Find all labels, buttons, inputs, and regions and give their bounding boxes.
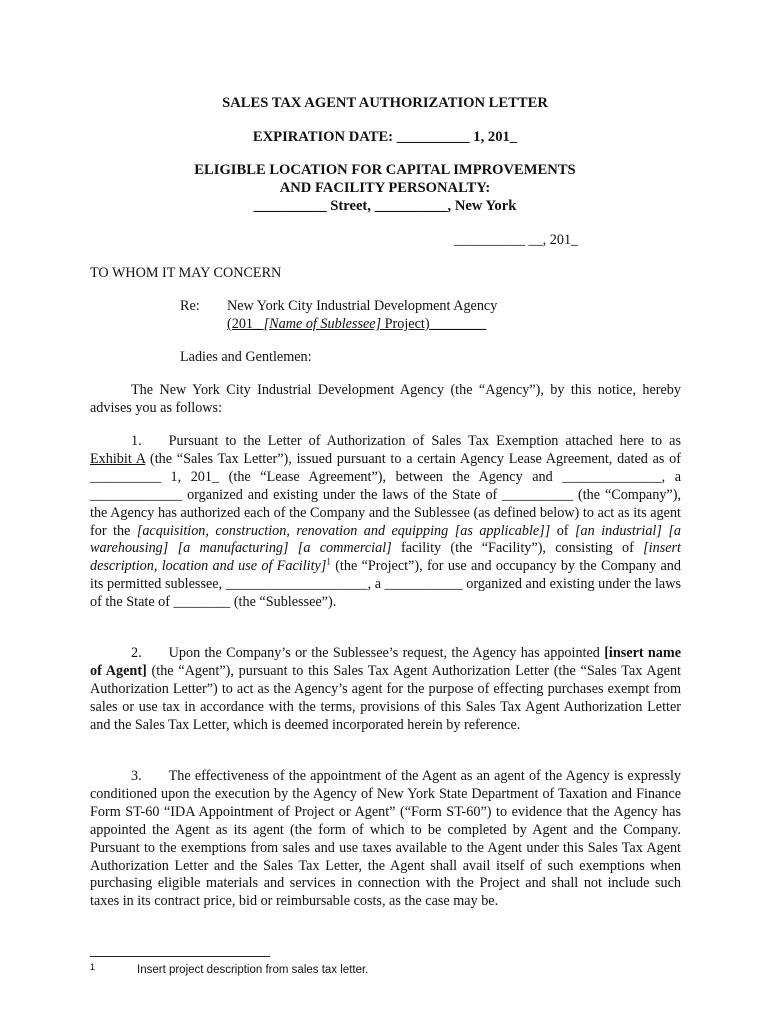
footnote-reference: 1 [326, 556, 331, 567]
intro-paragraph: The New York City Industrial Development Agency (the “Agency”), by this notice, hereby advises you as follows: [90, 382, 681, 416]
agent-name-placeholder: [insert name of Agent] [90, 645, 681, 679]
footnote-number: 1 [90, 962, 96, 972]
date-line: __________ __, 201_ [454, 232, 579, 248]
eligible-location-heading: ELIGIBLE LOCATION FOR CAPITAL IMPROVEMENTS [194, 162, 576, 178]
paragraph-1: 1. Pursuant to the Letter of Authorization of Sales Tax Exemption attached here to as Exhibit A (the “Sales Tax Letter”), issued pursuant to a certain Agency Lease Agreement, dated as of __________ 1, 201_ (the “Lease Agreement”), between the Agency and ______________, a _____________ organized and existing under the laws of the State of __________ (the “Company”), the Agency has authorized each of the Company and the Sublessee (as defined below) to act as its agent for the [acquisition, construction, renovation and equipping [as applicable]] of [an industrial] [a warehousing] [a manufacturing] [a commercial] facility (the “Facility”), consisting of [insert description, location and use of Facility]$^1$ (the “Project”), for use and occupancy by the Company and its permitted sublessee, ____________________, a ___________ organized and existing under the laws of the State of ________ (the “Sublessee”). [90, 433, 681, 611]
exhibit-a-link: Exhibit A [90, 450, 146, 467]
re-sublessee-name: [Name of Sublessee] [263, 316, 382, 332]
re-line-project [227, 316, 486, 333]
paragraph-2-number: 2. [131, 645, 142, 661]
re-line-agency: New York City Industrial Development Agency [227, 298, 498, 314]
letter-title: SALES TAX AGENT AUTHORIZATION LETTER [222, 95, 548, 111]
greeting: Ladies and Gentlemen: [180, 349, 312, 365]
paragraph-3-number: 3. [131, 768, 142, 784]
to-whom-line: TO WHOM IT MAY CONCERN [90, 265, 282, 281]
paragraph-1-number: 1. [131, 433, 142, 449]
facility-personalty-heading: AND FACILITY PERSONALTY: [279, 180, 491, 196]
re-project-a: (201_ [227, 316, 264, 332]
re-project-c: Project)________ [381, 316, 487, 332]
footnote-text: Insert project description from sales tax letter. [137, 964, 369, 976]
footnote-divider [90, 956, 270, 957]
paragraph-2: 2. Upon the Company’s or the Sublessee’s request, the Agency has appointed [insert name of Agent] (the “Agent”), pursuant to this Sales Tax Agent Authorization Letter (the “Sales Tax Agent Authorization Letter”) to act as the Agency’s agent for the purpose of effecting purchases exempt from sales or use tax in accordance with the terms, provisions of this Sales Tax Agent Authorization Letter and the Sales Tax Letter, which is deemed incorporated herein by reference. [90, 645, 681, 733]
expiration-date: EXPIRATION DATE: __________ 1, 201_ [252, 129, 518, 145]
location-address: __________ Street, __________, New York [253, 198, 517, 214]
paragraph-3: 3. The effectiveness of the appointment of the Agent as an agent of the Agency is expressly conditioned upon the execution by the Agency of New York State Department of Taxation and Finance Form ST-60 “IDA Appointment of Project or Agent” (“Form ST-60”) to evidence that the Agency has appointed the Agent as its agent (the form of which to be completed by Agent and the Company. Pursuant to the exemptions from sales and use taxes available to the Agent under this Sales Tax Agent Authorization Letter and the Sales Tax Letter, the Agent shall avail itself of such exemptions when purchasing eligible materials and services in connection with the Project and shall not include such taxes in its contract price, bid or reimbursable costs, as the case may be. [90, 768, 681, 910]
re-label: Re: [180, 298, 200, 314]
